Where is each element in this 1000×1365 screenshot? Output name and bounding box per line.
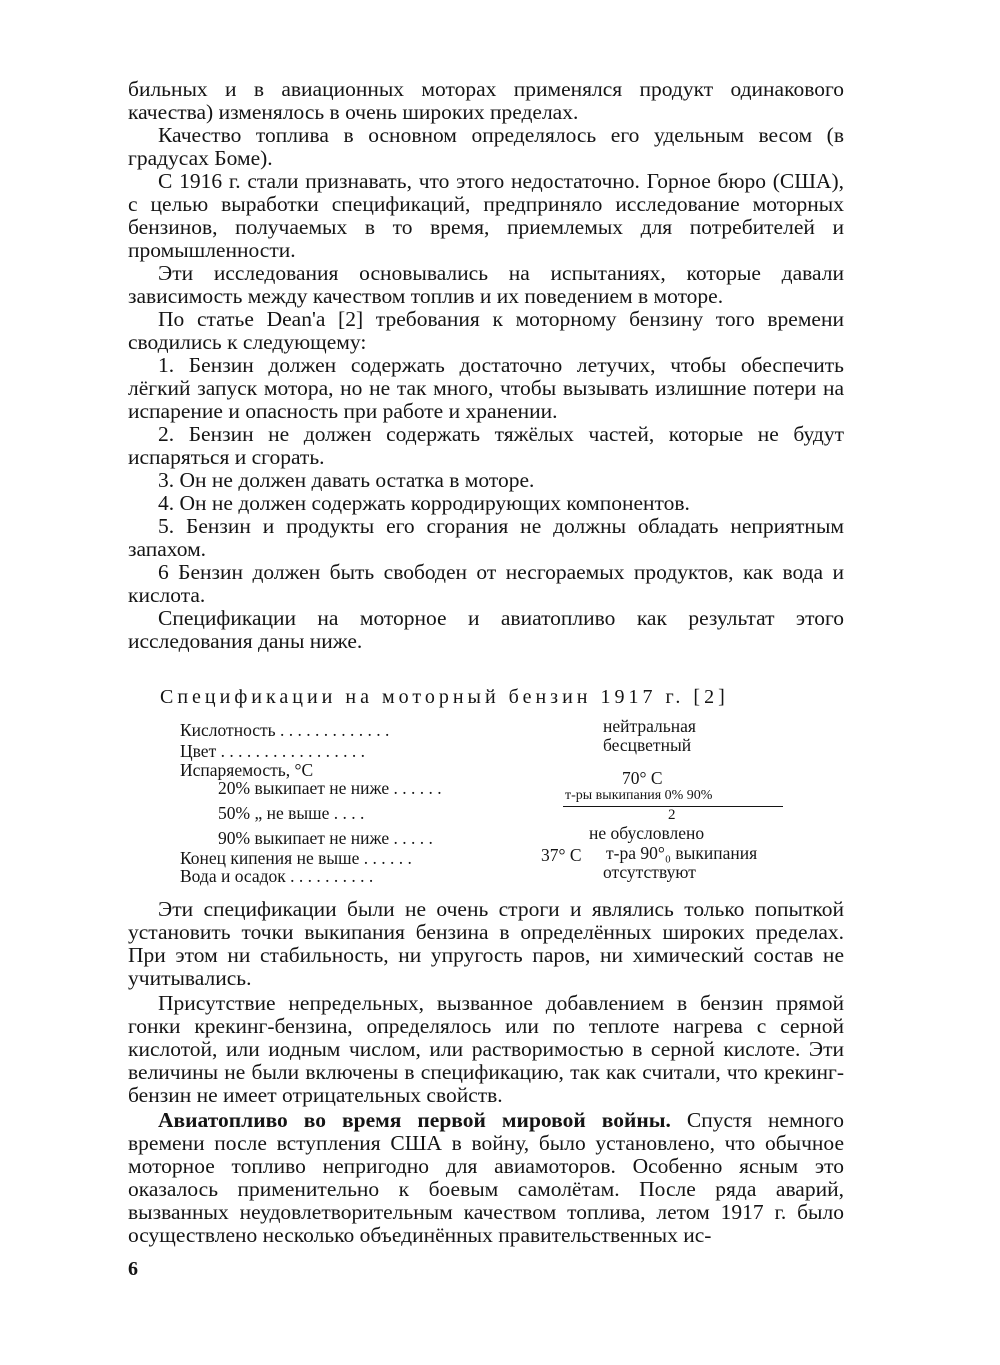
spec-label: 90% выкипает не ниже . . . . . [218, 828, 433, 848]
list-item: 4. Он не должен содержать корродирующих компонентов. [158, 491, 690, 515]
paragraph: Эти спецификации были не очень строги и являлись только попыткой установить точки выкипания бензина в определённых широких пределах. При этом ни стабильность, ни упругость паров, ни химический состав не учитывались. [128, 897, 844, 990]
spec-value: нейтральная [603, 716, 696, 736]
list-item: 2. Бензин не должен содержать тяжёлых частей, которые не будут испаряться и сгорать. [128, 422, 844, 469]
spec-mid-value: 37° С [541, 845, 582, 865]
section-heading: Авиатопливо во время первой мировой войны. [158, 1108, 671, 1132]
paragraph: С 1916 г. стали признавать, что этого недостаточно. Горное бюро (США), с целью выработки спецификаций, предприняло исследование моторных бензинов, получаемых в то время, приемлемых для потребителей и промышленности. [128, 169, 844, 262]
spec-label: 20% выкипает не ниже . . . . . . [218, 778, 442, 798]
spec-value: т-ра 90°₀ выкипания [606, 843, 758, 863]
spec-value: т-ры выкипания 0% 90% [565, 788, 713, 803]
spec-label: Вода и осадок . . . . . . . . . . [180, 866, 374, 886]
paragraph: Эти исследования основывались на испытаниях, которые давали зависимость между качеством топлив и их поведением в моторе. [128, 261, 844, 308]
spec-table-title: Спецификации на моторный бензин 1917 г. [2] [160, 686, 729, 708]
paragraph-text: Спустя немного времени после вступления США в войну, было установлено, что обычное моторное топливо непригодно для авиамоторов. Особенно ясным это оказалось применительно к боевым самолётам. После ряда аварий, вызванных неудовлетворительным качеством топлива, летом 1917 г. было осуществлено несколько объединённых правительственных ис- [128, 1108, 844, 1247]
top-text-block [128, 78, 844, 653]
spec-label: Кислотность . . . . . . . . . . . . . [180, 720, 390, 740]
spec-value: отсутствуют [603, 862, 696, 882]
spec-label: Цвет . . . . . . . . . . . . . . . . . [180, 741, 365, 761]
list-item: 5. Бензин и продукты его сгорания не должны обладать неприятным запахом. [128, 514, 844, 561]
spec-denominator: 2 [668, 807, 676, 823]
bottom-text-block [128, 898, 844, 1247]
paragraph: По статье Dean'a [2] требования к моторному бензину того времени сводились к следующему: [128, 307, 844, 354]
spec-value: не обусловлено [589, 823, 705, 843]
paragraph: Спецификации на моторное и авиатопливо как результат этого исследования даны ниже. [128, 606, 844, 653]
spec-label: Конец кипения не выше . . . . . . [180, 848, 412, 868]
paragraph: Качество топлива в основном определялось его удельным весом (в градусах Боме). [128, 123, 844, 170]
page-number: 6 [128, 1258, 138, 1280]
paragraph: Присутствие непредельных, вызванное добавлением в бензин прямой гонки крекинг-бензина, определялось или по теплоте нагрева с серной кислотой, или иодным числом, или растворимостью в серной кислоте. Эти величины не были включены в спецификацию, так как считали, что крекинг-бензин не имеет отрицательных свойств. [128, 991, 844, 1107]
list-item: 6 Бензин должен быть свободен от несгораемых продуктов, как вода и кислота. [128, 560, 844, 607]
list-item: 1. Бензин должен содержать достаточно летучих, чтобы обеспечить лёгкий запуск мотора, но не так много, чтобы вызывать излишние потери на испарение и опасность при работе и хранении. [128, 353, 844, 423]
spec-value: 70° С [622, 768, 663, 788]
list-item: 3. Он не должен давать остатка в моторе. [158, 468, 535, 492]
spec-label: 50% „ не выше . . . . [218, 803, 365, 823]
paragraph: бильных и в авиационных моторах применялся продукт одинакового качества) изменялось в очень широких пределах. [128, 77, 844, 124]
spec-label: Испаряемость, °С [180, 760, 314, 780]
paragraph [128, 1109, 844, 1247]
spec-value: бесцветный [603, 735, 692, 755]
